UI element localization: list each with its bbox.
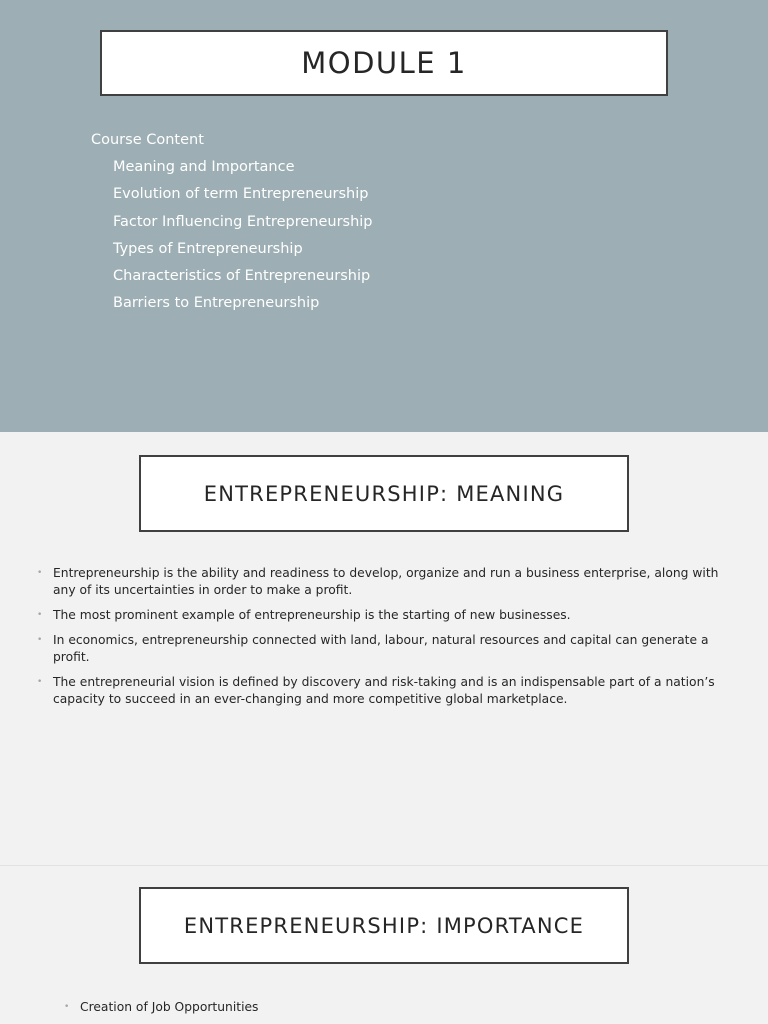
bullet-text: Creation of Job Opportunities <box>80 1000 259 1014</box>
course-content-item: Factor Influencing Entrepreneurship <box>113 213 373 230</box>
course-content-item: Evolution of term Entrepreneurship <box>113 186 369 203</box>
bullet-item <box>37 607 737 624</box>
course-content-item: Types of Entrepreneurship <box>113 240 303 257</box>
course-content-item: Meaning and Importance <box>113 159 295 175</box>
bullet-item <box>64 999 764 1016</box>
course-content-heading: Course Content <box>91 132 204 148</box>
bullet-icon: • <box>37 635 43 645</box>
bullet-text: The most prominent example of entrepreneurship is the starting of new businesses. <box>53 608 571 622</box>
bullet-icon: • <box>64 1002 70 1012</box>
bullet-text: Entrepreneurship is the ability and readiness to develop, organize and run a business enterprise, along with any of its uncertainties in order to make a profit. <box>53 566 719 597</box>
bullet-item <box>37 632 737 666</box>
course-content-item: Characteristics of Entrepreneurship <box>113 268 371 285</box>
course-content-list <box>91 130 373 321</box>
bullet-text: In economics, entrepreneurship connected with land, labour, natural resources and capital can generate a profit. <box>53 633 709 664</box>
bullet-icon: • <box>37 610 43 620</box>
slide-title: ENTREPRENEURSHIP: IMPORTANCE <box>139 887 629 964</box>
bullet-icon: • <box>37 677 43 687</box>
slide-title: ENTREPRENEURSHIP: MEANING <box>139 455 629 532</box>
bullet-text: The entrepreneurial vision is defined by discovery and risk-taking and is an indispensable part of a nation’s capacity to succeed in an ever-changing and more competitive global marketplace. <box>53 675 715 706</box>
bullet-list <box>64 999 764 1024</box>
slide-title: MODULE 1 <box>100 30 668 96</box>
bullet-item <box>37 565 737 599</box>
course-content-item: Barriers to Entrepreneurship <box>113 295 320 312</box>
slide-module-1 <box>0 0 768 432</box>
slide-entrepreneurship-importance <box>0 866 768 1024</box>
slide-entrepreneurship-meaning <box>0 433 768 865</box>
bullet-list <box>37 565 737 716</box>
bullet-icon: • <box>37 568 43 578</box>
bullet-item <box>37 674 737 708</box>
